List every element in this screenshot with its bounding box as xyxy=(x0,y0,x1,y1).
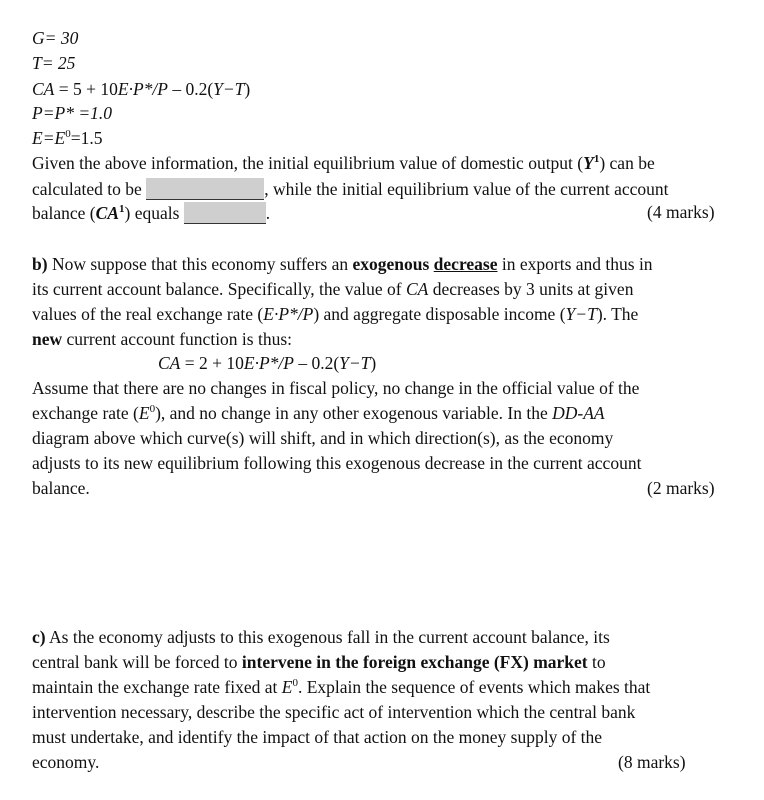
part-c-line-2: central bank will be forced to intervene in the foreign exchange (FX) market to xyxy=(32,652,606,672)
part-a-marks: (4 marks) xyxy=(647,202,715,222)
part-c-line-4: intervention necessary, describe the specific act of intervention which the central bank xyxy=(32,702,636,722)
part-c-label: c) xyxy=(32,627,46,647)
part-a-line-3: balance $(CA^1)$ equals . xyxy=(32,203,271,223)
new-ca-equation: CA = 2 + 10E·P*/P – 0.2(Y−T) xyxy=(158,353,377,373)
given-g: G= 30 xyxy=(32,28,79,48)
part-b-line-6: exchange rate $(E^0)$, and no change in any other exogenous variable. In the DD-AA xyxy=(32,403,605,423)
given-t: T= 25 xyxy=(32,53,76,73)
part-a-line-1: Given the above information, the initial equilibrium value of domestic output $(Y^1)$ can be xyxy=(32,153,655,173)
part-b-line-5: Assume that there are no changes in fiscal policy, no change in the official value of the xyxy=(32,378,640,398)
part-c-line-3: maintain the exchange rate fixed at $E^0$. Explain the sequence of events which makes that xyxy=(32,677,651,697)
given-exchange-rate: $E=E^0=1.5$ xyxy=(32,128,103,148)
current-account-answer-blank[interactable] xyxy=(184,202,266,224)
output-answer-blank[interactable] xyxy=(146,178,264,200)
given-ca-function: CA = 5 + 10E·P*/P – 0.2(Y−T) xyxy=(32,79,251,99)
part-b-label: b) xyxy=(32,254,48,274)
part-c-marks: (8 marks) xyxy=(618,752,686,772)
part-c-line-6: economy. xyxy=(32,752,100,772)
part-b-marks: (2 marks) xyxy=(647,478,715,498)
part-b-line-1: b) Now suppose that this economy suffers an exogenous decrease in exports and thus in xyxy=(32,254,653,274)
part-b-line-2: its current account balance. Specifically, the value of CA decreases by 3 units at given xyxy=(32,279,634,299)
part-b-line-8: adjusts to its new equilibrium following this exogenous decrease in the current account xyxy=(32,453,642,473)
part-b-line-9: balance. xyxy=(32,478,90,498)
given-price-levels: P=P* =1.0 xyxy=(32,103,112,123)
part-c-line-1: c) As the economy adjusts to this exogenous fall in the current account balance, its xyxy=(32,627,610,647)
part-b-line-7: diagram above which curve(s) will shift, and in which direction(s), as the economy xyxy=(32,428,614,448)
part-b-line-4: new current account function is thus: xyxy=(32,329,293,349)
part-a-line-2: calculated to be , while the initial equilibrium value of the current account xyxy=(32,179,669,199)
part-b-line-3: values of the real exchange rate (E·P*/P) and aggregate disposable income (Y−T). The xyxy=(32,304,639,324)
part-c-line-5: must undertake, and identify the impact of that action on the money supply of the xyxy=(32,727,603,747)
